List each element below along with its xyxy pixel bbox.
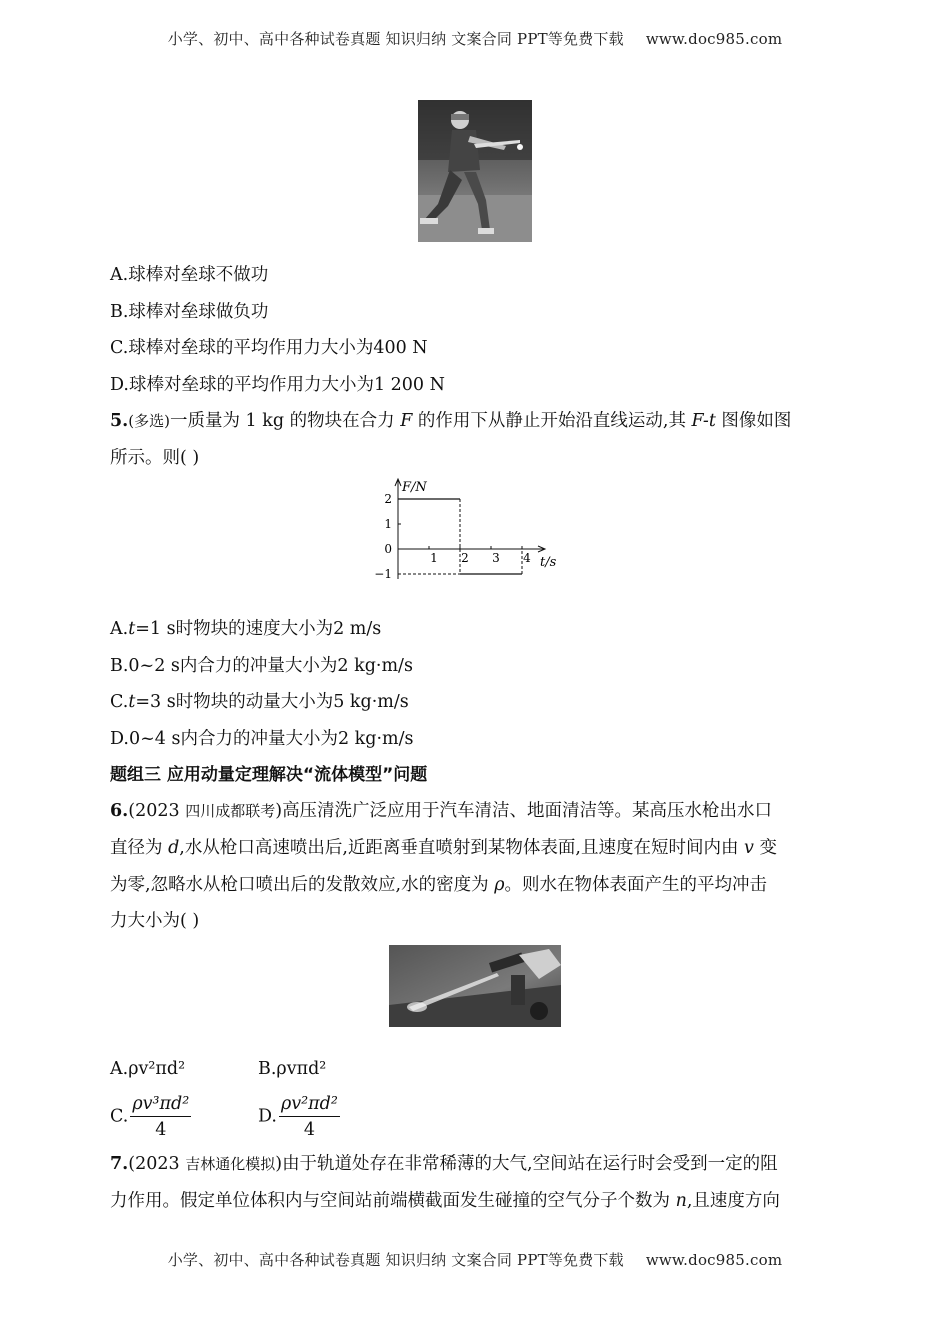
q5-a-rest: =1 s时物块的速度大小为2 m/s <box>135 619 382 639</box>
q5-var-f: F <box>400 411 413 431</box>
q4-option-c[interactable]: C.球棒对垒球的平均作用力大小为400 N <box>110 338 428 358</box>
q5-a-var: t <box>128 619 136 639</box>
softball-batter-photo <box>418 100 532 242</box>
q6-var-v: v <box>744 838 754 858</box>
y-axis-label: F/N <box>402 480 427 495</box>
q7-line1-text: 由于轨道处存在非常稀薄的大气,空间站在运行时会受到一定的阻 <box>282 1154 778 1174</box>
q5-text-2: 的作用下从静止开始沿直线运动,其 <box>412 411 692 431</box>
x-tick-label: 2 <box>461 551 469 565</box>
x-tick-label: 3 <box>492 551 500 565</box>
q6-c-numerator: ρv³πd² <box>130 1093 191 1117</box>
q6-c-label: C. <box>110 1106 129 1127</box>
q6-option-d[interactable] <box>258 1093 340 1141</box>
q5-text-1: 一质量为 1 kg 的物块在合力 <box>170 411 401 431</box>
q5-option-d[interactable] <box>110 728 413 750</box>
q4-option-a[interactable]: A.球棒对垒球不做功 <box>110 265 269 285</box>
y-tick-label: −1 <box>374 567 392 581</box>
header-url[interactable]: www.doc985.com <box>645 30 783 48</box>
q7-l2a: 力作用。假定单位体积内与空间站前端横截面发生碰撞的空气分子个数为 <box>110 1191 676 1211</box>
q6-l2c: 变 <box>753 838 777 858</box>
q6-tag-close: ) <box>275 801 283 821</box>
q5-option-a[interactable] <box>110 618 381 640</box>
q5-d-text: D.0~4 s内合力的冲量大小为2 kg·m/s <box>110 729 414 749</box>
q4-option-d[interactable]: D.球棒对垒球的平均作用力大小为1 200 N <box>110 375 445 395</box>
q7-tag-open: (2023 <box>128 1154 186 1174</box>
q7-l2b: ,且速度方向 <box>686 1191 780 1211</box>
q7-var-n: n <box>675 1191 687 1211</box>
q5-b-text: B.0~2 s内合力的冲量大小为2 kg·m/s <box>110 656 413 676</box>
f-t-chart <box>360 474 580 594</box>
q6-d-fraction <box>279 1093 340 1141</box>
q6-tag-place: 四川成都联考 <box>185 802 276 820</box>
q6-stem-line1 <box>110 800 772 822</box>
q7-tag-close: ) <box>275 1154 283 1174</box>
q7-tag-place: 吉林通化模拟 <box>185 1155 276 1173</box>
q5-c-var: t <box>128 692 136 712</box>
q5-stem-line2: 所示。则( ) <box>110 448 200 468</box>
section-3-title: 题组三 应用动量定理解决“流体模型”问题 <box>110 765 428 785</box>
q6-d-denominator: 4 <box>303 1120 316 1140</box>
q5-var-ft: F-t <box>691 411 716 431</box>
q6-number: 6. <box>110 801 129 821</box>
q6-tag-open: (2023 <box>128 801 186 821</box>
q7-stem-line2 <box>110 1190 780 1212</box>
q6-line1-text: 高压清洗广泛应用于汽车清洁、地面清洁等。某高压水枪出水口 <box>282 801 773 821</box>
q5-option-c[interactable] <box>110 691 409 713</box>
q6-c-denominator: 4 <box>155 1120 167 1140</box>
q6-l2a: 直径为 <box>110 838 169 858</box>
q6-stem-line3 <box>110 874 767 896</box>
q6-l3a: 为零,忽略水从枪口喷出后的发散效应,水的密度为 <box>110 875 495 895</box>
q6-option-c[interactable] <box>110 1093 191 1141</box>
q7-number: 7. <box>110 1154 129 1174</box>
header-text: 小学、初中、高中各种试卷真题 知识归纳 文案合同 PPT等免费下载 <box>167 30 624 48</box>
x-tick-label: 4 <box>523 551 531 565</box>
q5-a-prefix: A. <box>110 619 129 639</box>
y-tick-label: 2 <box>384 492 392 506</box>
q4-option-b[interactable]: B.球棒对垒球做负功 <box>110 302 269 322</box>
q6-stem-line4: 力大小为( ) <box>110 911 200 931</box>
q5-stem-line1 <box>110 410 791 432</box>
y-tick-label: 0 <box>384 542 392 556</box>
q5-option-b[interactable] <box>110 655 413 677</box>
q6-stem-line2 <box>110 837 777 859</box>
q5-c-rest: =3 s时物块的动量大小为5 kg·m/s <box>135 692 409 712</box>
q6-l2b: ,水从枪口高速喷出后,近距离垂直喷射到某物体表面,且速度在短时间内由 <box>179 838 745 858</box>
q7-stem-line1 <box>110 1153 778 1175</box>
q6-option-a-text: A.ρv²πd² <box>110 1059 186 1079</box>
x-axis-label: t/s <box>540 555 557 570</box>
footer-url[interactable]: www.doc985.com <box>645 1251 783 1269</box>
y-tick-label: 1 <box>384 517 392 531</box>
q5-c-prefix: C. <box>110 692 129 712</box>
q6-var-d: d <box>168 838 180 858</box>
q6-option-b[interactable] <box>258 1058 326 1080</box>
q6-option-b-text: B.ρvπd² <box>258 1059 327 1079</box>
q6-c-fraction <box>130 1093 191 1141</box>
q6-d-numerator: ρv²πd² <box>279 1093 340 1117</box>
footer-text: 小学、初中、高中各种试卷真题 知识归纳 文案合同 PPT等免费下载 <box>167 1251 624 1269</box>
page-footer <box>0 1249 950 1270</box>
q6-var-rho: ρ <box>494 875 505 895</box>
q6-l3b: 。则水在物体表面产生的平均冲击 <box>504 875 767 895</box>
q6-option-a[interactable] <box>110 1058 185 1080</box>
q5-number: 5. <box>110 411 129 431</box>
q5-text-3: 图像如图 <box>715 411 792 431</box>
q5-tag: (多选) <box>128 412 170 430</box>
x-tick-label: 1 <box>430 551 438 565</box>
page-header <box>0 28 950 49</box>
q6-d-label: D. <box>258 1106 277 1127</box>
pressure-washer-photo <box>389 945 561 1027</box>
